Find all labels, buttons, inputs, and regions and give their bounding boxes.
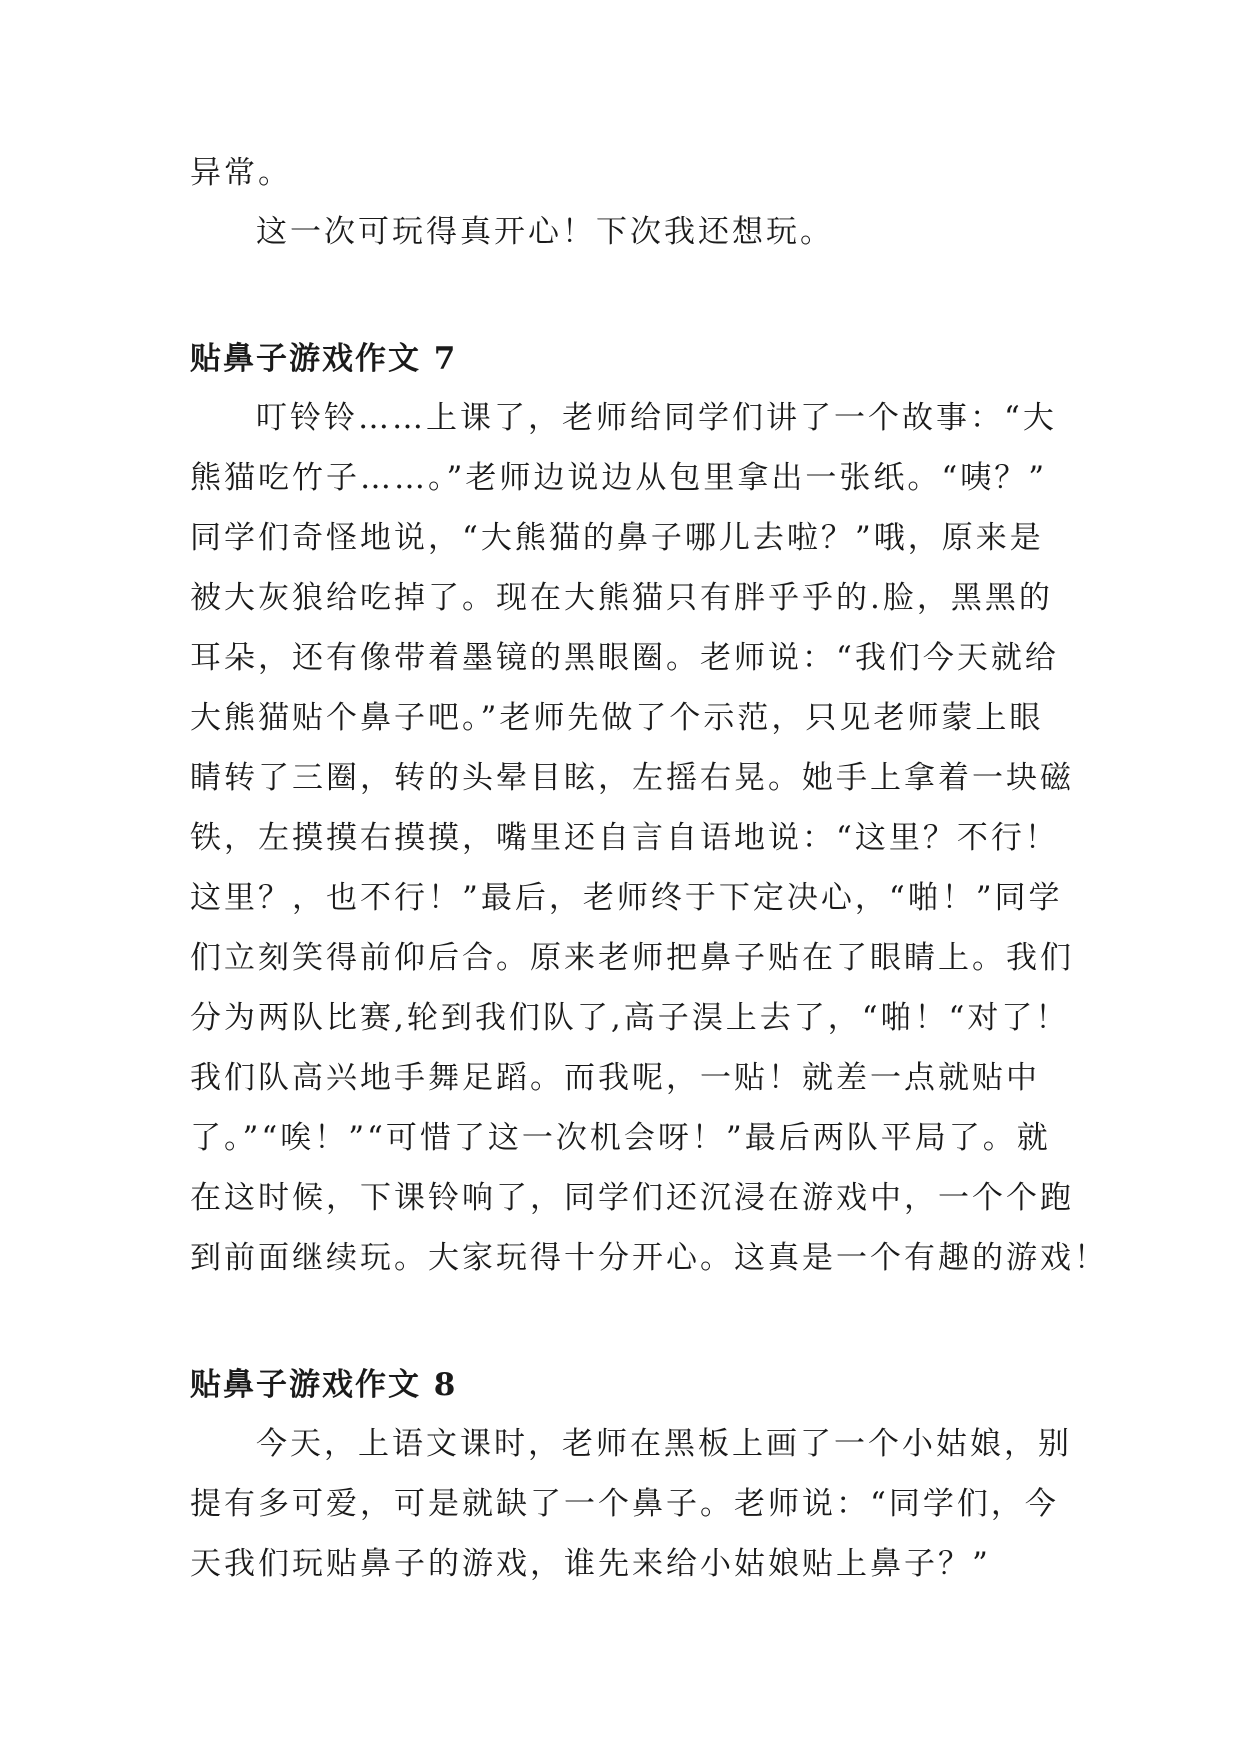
essay-body <box>190 1421 1072 1588</box>
essay-title: 贴鼻子游戏作文 7 <box>190 341 458 377</box>
text-line: 到前面继续玩。大家玩得十分开心。这真是一个有趣的游戏！ <box>190 1240 1108 1276</box>
text-line: 这一次可玩得真开心！下次我还想玩。 <box>256 214 834 250</box>
text-line: 铁，左摸摸右摸摸，嘴里还自言自语地说：“这里？不行！ <box>190 820 1059 856</box>
text-line: 们立刻笑得前仰后合。原来老师把鼻子贴在了眼睛上。我们 <box>190 940 1074 976</box>
text-line: 被大灰狼给吃掉了。现在大熊猫只有胖乎乎的.脸，黑黑的 <box>190 580 1053 616</box>
essay-title: 贴鼻子游戏作文 8 <box>190 1367 458 1403</box>
text-line: 我们队高兴地手舞足蹈。而我呢，一贴！就差一点就贴中 <box>190 1060 1040 1096</box>
text-line: 分为两队比赛,轮到我们队了,高子淏上去了，“啪！“对了！ <box>190 1000 1070 1036</box>
text-line: 大熊猫贴个鼻子吧。”老师先做了个示范，只见老师蒙上眼 <box>190 700 1044 736</box>
text-line: 天我们玩贴鼻子的游戏，谁先来给小姑娘贴上鼻子？” <box>190 1546 991 1582</box>
document-page <box>190 150 1108 1588</box>
text-line: 异常。 <box>190 155 292 191</box>
essay-8 <box>190 1362 1072 1588</box>
text-line: 熊猫吃竹子……。”老师边说边从包里拿出一张纸。“咦？” <box>190 460 1048 496</box>
essay-7 <box>190 336 1108 1282</box>
text-line: 这里？，也不行！”最后，老师终于下定决心，“啪！”同学 <box>190 880 1063 916</box>
text-line: 叮铃铃……上课了，老师给同学们讲了一个故事：“大 <box>256 400 1057 436</box>
text-line: 同学们奇怪地说，“大熊猫的鼻子哪儿去啦？”哦，原来是 <box>190 520 1044 556</box>
text-line: 今天，上语文课时，老师在黑板上画了一个小姑娘，别 <box>256 1426 1072 1462</box>
essay-body <box>190 395 1108 1282</box>
text-line: 耳朵，还有像带着墨镜的黑眼圈。老师说：“我们今天就给 <box>190 640 1059 676</box>
text-line: 提有多可爱，可是就缺了一个鼻子。老师说：“同学们，今 <box>190 1486 1059 1522</box>
text-line: 在这时候，下课铃响了，同学们还沉浸在游戏中，一个个跑 <box>190 1180 1074 1216</box>
text-line: 睛转了三圈，转的头晕目眩，左摇右晃。她手上拿着一块磁 <box>190 760 1074 796</box>
text-line: 了。”“唉！”“可惜了这一次机会呀！”最后两队平局了。就 <box>190 1120 1051 1156</box>
